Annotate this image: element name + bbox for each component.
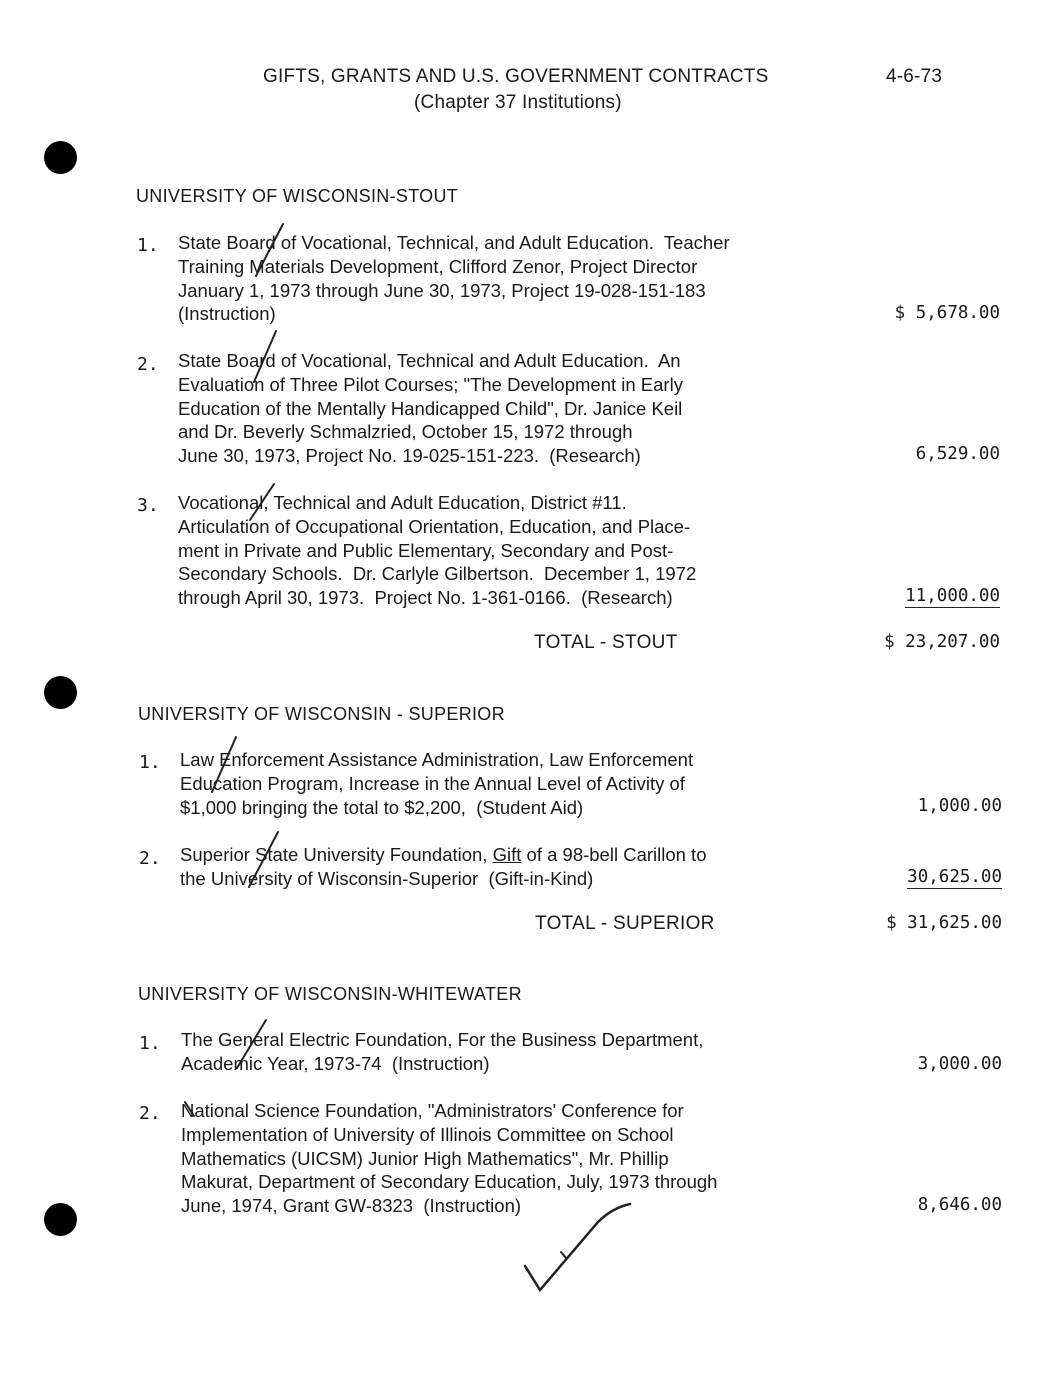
check-mark-tail (561, 1252, 566, 1258)
item-amount: $ 5,678.00 (894, 303, 1000, 323)
total-label-superior: TOTAL - SUPERIOR (535, 913, 715, 934)
item-description: State Board of Vocational, Technical and Adult Education. An Evaluation of Three Pilot Courses; "The Development in Early Education of the Mentally Handicapped Child", Dr. Janice Keil and Dr. Beverly Schmalzried, October 15, 1972 through June 30, 1973, Project No. 19-025-151-223. (Research) (178, 350, 683, 467)
section-heading-superior: UNIVERSITY OF WISCONSIN - SUPERIOR (138, 704, 505, 724)
document-subtitle: (Chapter 37 Institutions) (414, 92, 622, 113)
item-amount: 1,000.00 (917, 796, 1002, 816)
punch-hole-bottom (44, 1203, 77, 1236)
item-number: 2. (137, 354, 159, 375)
total-amount-superior: $ 31,625.00 (886, 913, 1002, 933)
gift-underlined: Gift (492, 844, 522, 865)
item-description: Law Enforcement Assistance Administration, Law Enforcement Education Program, Increase in the Annual Level of Activity of $1,000 bringing the total to $2,200, (Student Aid) (180, 749, 694, 818)
item-number: 2. (139, 848, 161, 869)
document-title: GIFTS, GRANTS AND U.S. GOVERNMENT CONTRACTS (263, 66, 769, 87)
document-date: 4-6-73 (886, 66, 943, 87)
item-number: 1. (137, 235, 159, 256)
section-heading-whitewater: UNIVERSITY OF WISCONSIN-WHITEWATER (138, 984, 522, 1004)
item-number: 3. (137, 495, 159, 516)
item-amount: 11,000.00 (905, 586, 1000, 606)
item-number: 2. (139, 1103, 161, 1124)
item-amount: 30,625.00 (907, 867, 1002, 887)
punch-hole-middle (44, 676, 77, 709)
total-amount-stout: $ 23,207.00 (884, 632, 1000, 652)
item-number: 1. (139, 752, 161, 773)
item-amount: 8,646.00 (917, 1195, 1002, 1215)
punch-hole-top (44, 141, 77, 174)
section-heading-stout: UNIVERSITY OF WISCONSIN-STOUT (136, 186, 459, 206)
item-description: National Science Foundation, "Administrators' Conference for Implementation of University of Illinois Committee on School Mathematics (UICSM) Junior High Mathematics", Mr. Phillip Makurat, Department of Secondary Education, July, 1973 through June, 1974, Grant GW-8323 (Instruction) (181, 1100, 718, 1217)
item-description: Superior State University Foundation, Gift of a 98-bell Carillon to the University of Wisconsin-Superior (Gift-in-Kind) (180, 844, 707, 889)
total-label-stout: TOTAL - STOUT (534, 632, 678, 653)
item-description: Vocational, Technical and Adult Education, District #11. Articulation of Occupational Orientation, Education, and Place- ment in Private and Public Elementary, Secondary and Post- Secondary Schools. Dr. Carlyle Gilbertson. December 1, 1972 through April 30, 1973. Project No. 1-361-0166. (Research) (178, 492, 697, 609)
item-amount: 3,000.00 (917, 1054, 1002, 1074)
item-number: 1. (139, 1033, 161, 1054)
item-amount: 6,529.00 (915, 444, 1000, 464)
item-description: The General Electric Foundation, For the Business Department, Academic Year, 1973-74 (Instruction) (181, 1029, 704, 1074)
item-description: State Board of Vocational, Technical, and Adult Education. Teacher Training Materials Development, Clifford Zenor, Project Director January 1, 1973 through June 30, 1973, Project 19-028-151-183 (Instruction) (178, 232, 730, 325)
